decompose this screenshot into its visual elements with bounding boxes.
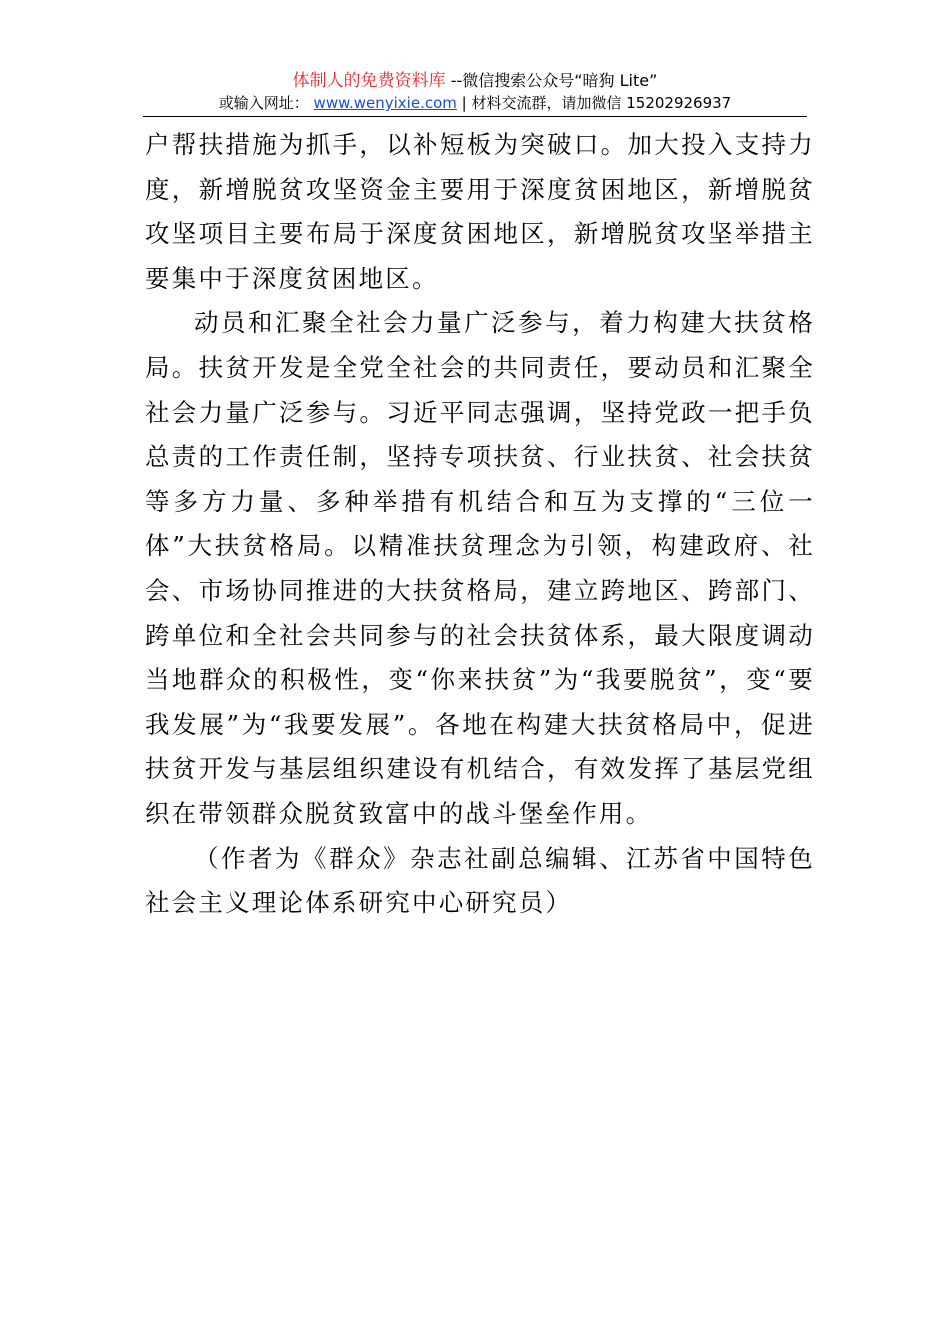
document-body xyxy=(145,123,815,926)
header-contact-line xyxy=(143,92,807,114)
author-note: （作者为《群众》杂志社副总编辑、江苏省中国特色社会主义理论体系研究中心研究员） xyxy=(145,843,815,918)
header-title-line xyxy=(143,70,807,92)
paragraph-1: 户帮扶措施为抓手，以补短板为突破口。加大投入支持力度，新增脱贫攻坚资金主要用于深度贫困地区，新增脱贫攻坚项目主要布局于深度贫困地区，新增脱贫攻坚举措主要集中于深度贫困地区。 xyxy=(145,130,815,293)
contact-info: | 材料交流群，请加微信 15202926937 xyxy=(461,94,732,112)
paragraph-2: 动员和汇聚全社会力量广泛参与，着力构建大扶贫格局。扶贫开发是全党全社会的共同责任，要动员和汇聚全社会力量广泛参与。习近平同志强调，坚持党政一把手负总责的工作责任制，坚持专项扶贫、行业扶贫、社会扶贫等多方力量、多种举措有机结合和互为支撑的“三位一体”大扶贫格局。以精准扶贫理念为引领，构建政府、社会、市场协同推进的大扶贫格局，建立跨地区、跨部门、跨单位和全社会共同参与的社会扶贫体系，最大限度调动当地群众的积极性，变“你来扶贫”为“我要脱贫”，变“要我发展”为“我要发展”。各地在构建大扶贫格局中，促进扶贫开发与基层组织建设有机结合，有效发挥了基层党组织在带领群众脱贫致富中的战斗堡垒作用。 xyxy=(145,308,815,828)
website-prefix: 或输入网址： xyxy=(218,94,309,112)
website-link[interactable]: www.wenyixie.com xyxy=(313,94,457,112)
brand-name: 体制人的免费资料库 xyxy=(292,71,446,91)
header-tagline: --微信搜索公众号“暗狗 Lite” xyxy=(450,71,658,90)
page-header xyxy=(143,70,807,117)
